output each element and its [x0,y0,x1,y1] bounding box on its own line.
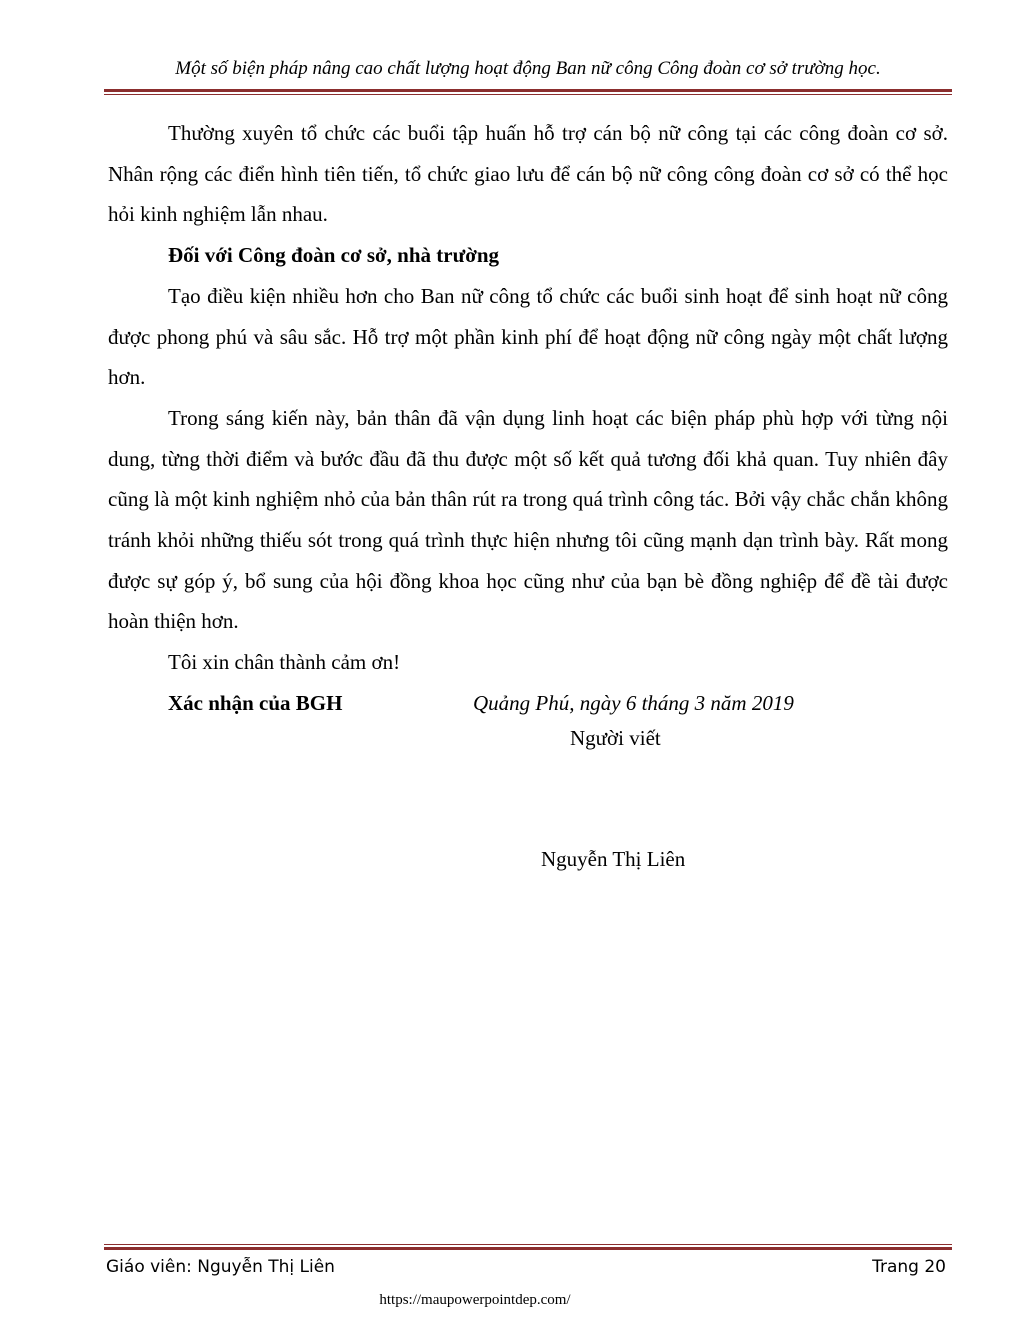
writer-name: Nguyễn Thị Liên [541,847,686,871]
footer-divider [104,1244,952,1250]
signature-row [108,683,948,724]
section-heading: Đối với Công đoàn cơ sở, nhà trường [168,243,499,268]
footer-teacher: Giáo viên: Nguyễn Thị Liên [106,1257,335,1277]
footer-page-number: Trang 20 [872,1257,946,1277]
page-header-title: Một số biện pháp nâng cao chất lượng hoạt động Ban nữ công Công đoàn cơ sở trường học. [175,58,881,79]
source-url: https://maupowerpointdep.com/ [379,1292,571,1308]
header-divider [104,89,952,95]
paragraph-conclusion: Trong sáng kiến này, bản thân đã vận dụng linh hoạt các biện pháp phù hợp với từng nội dung, từng thời điểm và bước đầu đã thu được một số kết quả tương đối khả quan. Tuy nhiên đây cũng là một kinh nghiệm nhỏ của bản thân rút ra trong quá trình công tác. Bởi vậy chắc chắn không tránh khỏi những thiếu sót trong quá trình thực hiện nhưng tôi cũng mạnh dạn trình bày. Rất mong được sự góp ý, bổ sung của hội đồng khoa học cũng như của bạn bè đồng nghiệp để đề tài được hoàn thiện hơn. [108,405,948,634]
paragraph-training: Thường xuyên tổ chức các buổi tập huấn hỗ trợ cán bộ nữ công tại các công đoàn cơ sở. Nhân rộng các điển hình tiên tiến, tổ chức giao lưu để cán bộ nữ công công đoàn cơ sở có thể học hỏi kinh nghiệm lẫn nhau. [108,121,948,227]
confirmation-label: Xác nhận của BGH [168,690,343,715]
paragraph-support: Tạo điều kiện nhiều hơn cho Ban nữ công tổ chức các buổi sinh hoạt để sinh hoạt nữ công được phong phú và sâu sắc. Hỗ trợ một phần kinh phí để hoạt động nữ công ngày một chất lượng hơn. [108,283,948,390]
header-divider-thin [104,94,952,95]
place-date: Quảng Phú, ngày 6 tháng 3 năm 2019 [473,690,794,715]
document-body [108,113,948,724]
footer-divider-thick [104,1247,952,1250]
paragraph-thanks: Tôi xin chân thành cảm ơn! [168,650,401,675]
writer-label: Người viết [570,726,661,750]
